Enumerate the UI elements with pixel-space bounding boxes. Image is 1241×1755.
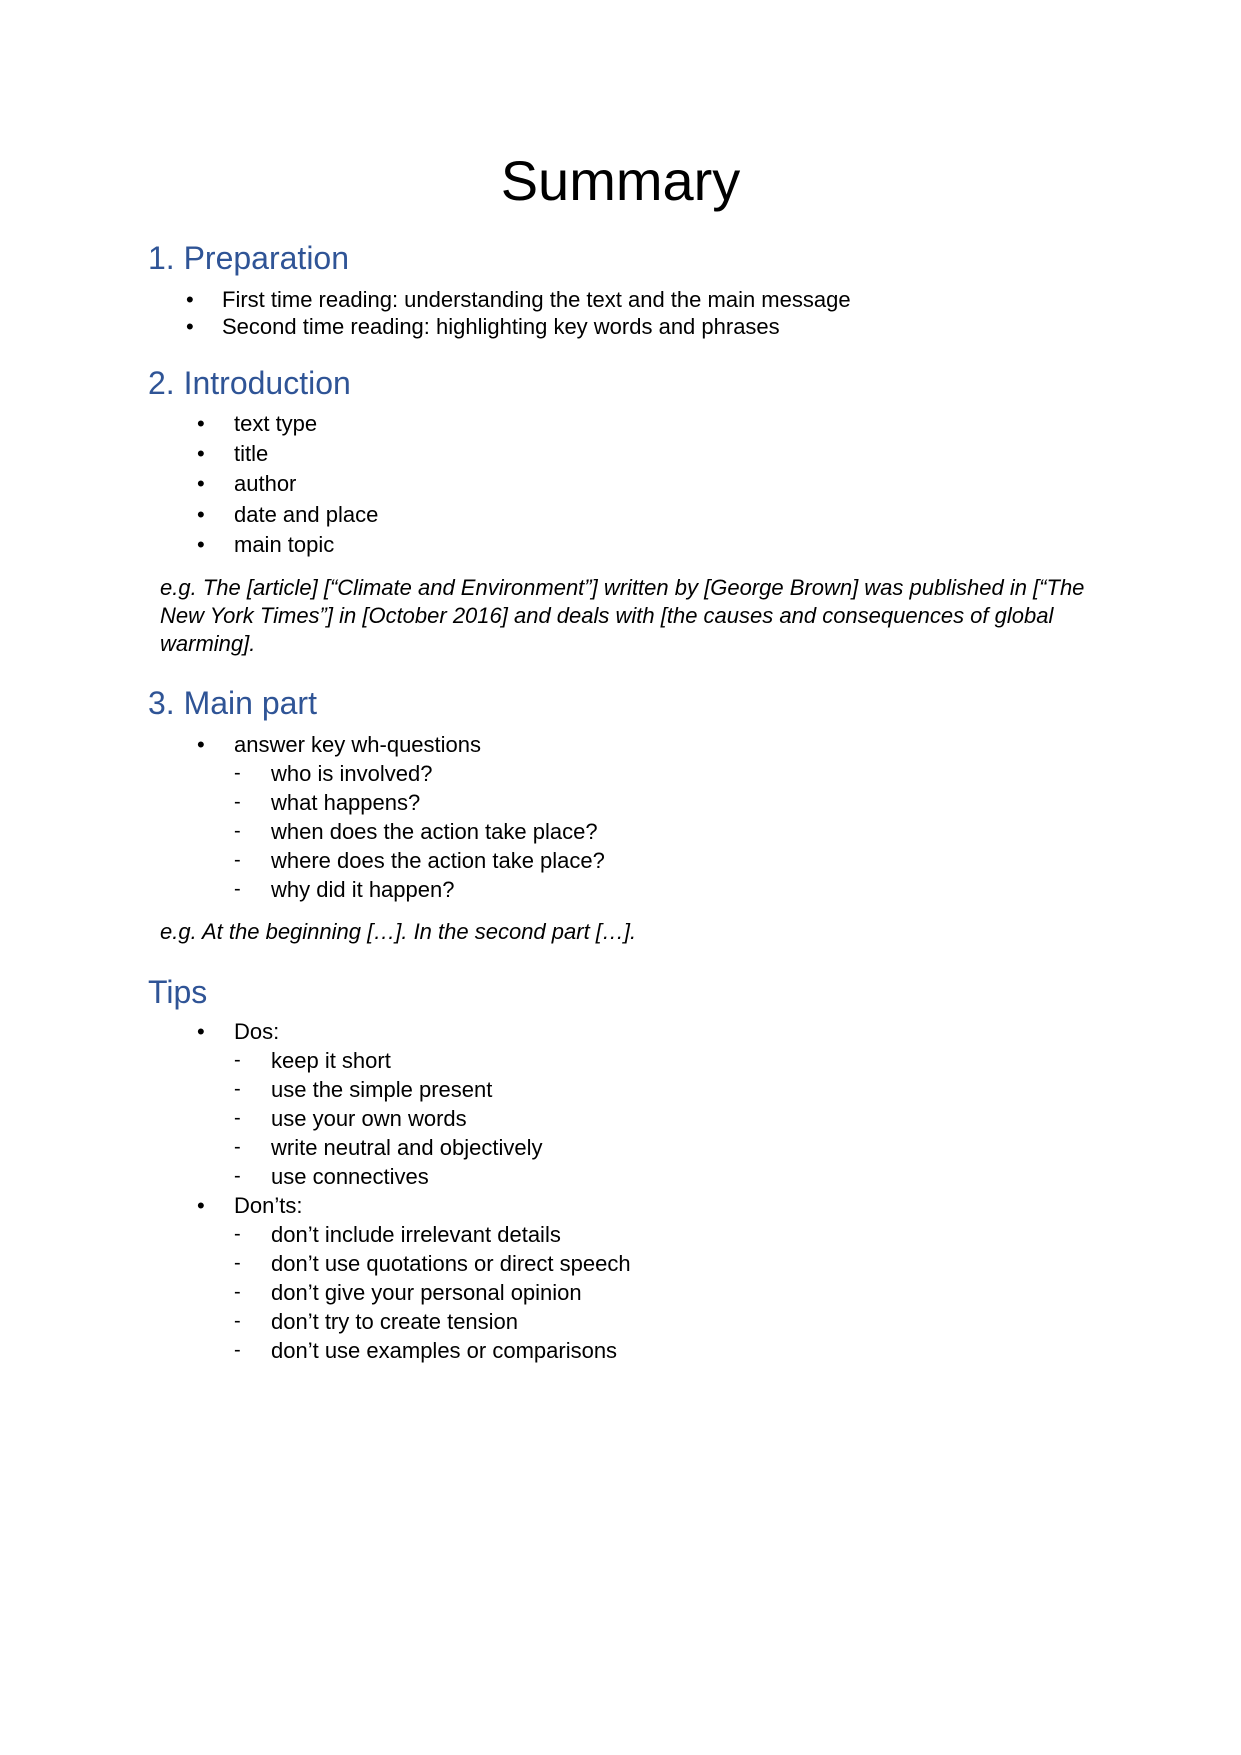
dash-marker: - [234,1223,241,1245]
example-introduction: e.g. The [article] [“Climate and Environment”] written by [George Brown] was published in [“The New York Times”] in [October 2016] and deals with [the causes and consequences of global warming]. [160,575,1085,656]
dash-marker: - [234,878,241,900]
dash-marker: - [234,1339,241,1361]
dash-marker: - [234,820,241,842]
dash-marker: - [234,1165,241,1187]
bullet-marker: • [197,441,205,466]
dash-marker: - [234,1281,241,1303]
list-item: title [234,441,269,466]
dash-marker: - [234,762,241,784]
sub-list-item: don’t use quotations or direct speech [271,1251,631,1276]
sub-list-item: where does the action take place? [271,848,605,873]
bullet-marker: • [197,1019,205,1044]
sub-list-item: when does the action take place? [271,819,598,844]
list-item: Second time reading: highlighting key words and phrases [222,314,780,339]
dash-marker: - [234,1049,241,1071]
dash-marker: - [234,1107,241,1129]
list-item-dos: Dos: [234,1019,280,1044]
list-item: First time reading: understanding the text and the main message [222,287,851,312]
dash-marker: - [234,1078,241,1100]
heading-tips: Tips [148,974,208,1010]
list-item: answer key wh-questions [234,732,482,757]
sub-list-item: use your own words [271,1106,467,1131]
list-item: author [234,471,297,496]
bullet-marker: • [186,314,194,339]
heading-introduction: 2. Introduction [148,365,351,401]
sub-list-item: don’t try to create tension [271,1309,519,1334]
sub-list-item: use connectives [271,1164,429,1189]
sub-list-item: keep it short [271,1048,391,1073]
list-item: main topic [234,532,335,557]
heading-main-part: 3. Main part [148,685,317,721]
dash-marker: - [234,791,241,813]
sub-list-item: don’t use examples or comparisons [271,1338,618,1363]
sub-list-item: what happens? [271,790,421,815]
list-item-donts: Don’ts: [234,1193,303,1218]
example-main-part: e.g. At the beginning […]. In the second part […]. [160,919,637,944]
page-title: Summary [500,149,741,212]
sub-list-item: write neutral and objectively [271,1135,543,1160]
bullet-marker: • [197,1193,205,1218]
dash-marker: - [234,849,241,871]
heading-preparation: 1. Preparation [148,240,350,276]
bullet-marker: • [197,532,205,557]
bullet-marker: • [197,471,205,496]
list-item: text type [234,411,318,436]
dash-marker: - [234,1136,241,1158]
bullet-marker: • [197,732,205,757]
dash-marker: - [234,1310,241,1332]
sub-list-item: who is involved? [271,761,433,786]
list-item: date and place [234,502,379,527]
bullet-marker: • [197,411,205,436]
bullet-marker: • [197,502,205,527]
sub-list-item: why did it happen? [271,877,455,902]
dash-marker: - [234,1252,241,1274]
sub-list-item: use the simple present [271,1077,493,1102]
sub-list-item: don’t give your personal opinion [271,1280,582,1305]
bullet-marker: • [186,287,194,312]
sub-list-item: don’t include irrelevant details [271,1222,561,1247]
